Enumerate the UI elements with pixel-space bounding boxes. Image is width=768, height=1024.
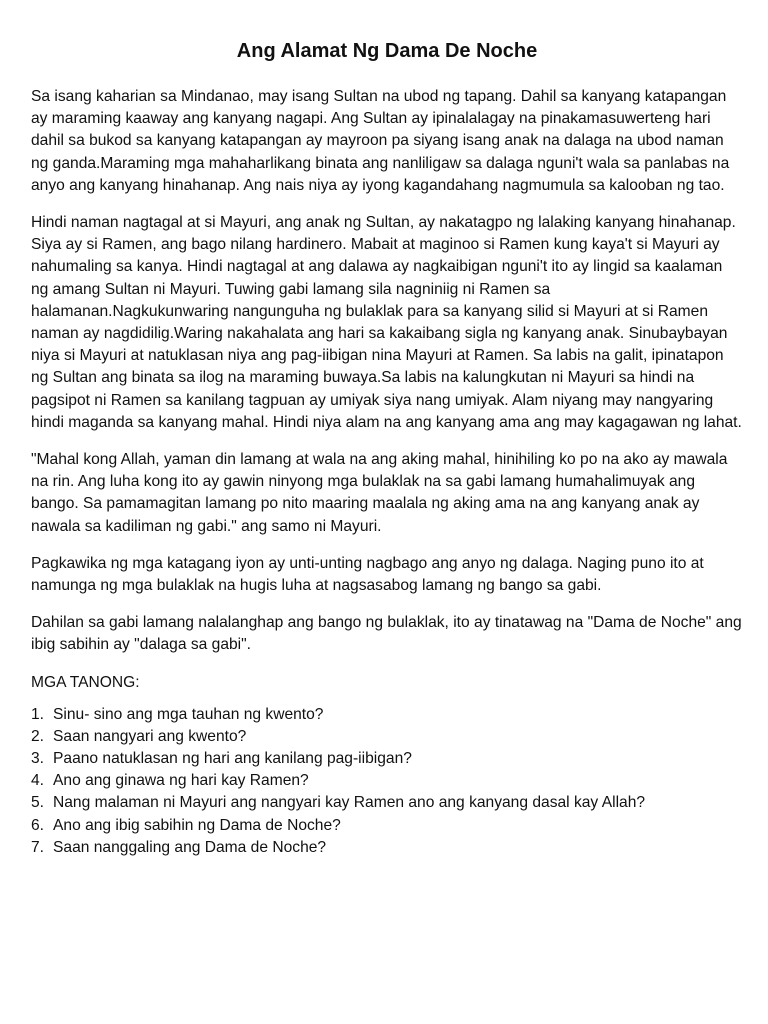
questions-list (31, 704, 743, 859)
question-item (31, 837, 743, 859)
question-item (31, 748, 743, 770)
paragraph-prayer: "Mahal kong Allah, yaman din lamang at wala na ang aking mahal, hinihiling ko po na ako ay mawala na rin. Ang luha kong ito ay gawin ninyong mga bulaklak na sa gabi lamang humahalimuyak ang bango. Sa pamamagitan lamang po nito maaring maalala ng aking ama na ang kanyang anak ay nawala sa kadiliman ng gabi." ang samo ni Mayuri. (31, 451, 728, 535)
question-number: 3. (31, 750, 45, 768)
question-number: 6. (31, 816, 45, 834)
paragraph-transformation: Pagkawika ng mga katagang iyon ay unti-unting nagbago ang anyo ng dalaga. Naging puno ito at namunga ng mga bulaklak na hugis luha at nagsasabog lamang ng bango sa gabi. (31, 554, 704, 595)
question-number: 5. (31, 794, 45, 812)
question-item (31, 815, 743, 837)
question-text: Nang malaman ni Mayuri ang nangyari kay Ramen ano ang kanyang dasal kay Allah? (53, 794, 646, 812)
document-page (31, 38, 743, 859)
question-text: Sinu- sino ang mga tauhan ng kwento? (53, 705, 324, 723)
question-text: Ano ang ibig sabihin ng Dama de Noche? (53, 816, 341, 834)
question-number: 1. (31, 705, 45, 723)
question-item (31, 792, 743, 814)
question-number: 7. (31, 838, 45, 856)
question-number: 2. (31, 727, 45, 745)
paragraph-intro: Sa isang kaharian sa Mindanao, may isang Sultan na ubod ng tapang. Dahil sa kanyang katapangan ay maraming kaaway ang kanyang nagapi. Ang Sultan ay ipinalalagay na pinakamasuwerteng hari dahil sa bukod sa kanyang katapangan ay mayroon pa siyang isang anak na dalaga na ubod naman ng ganda.Maraming mga mahaharlikang binata ang nanliligaw sa dalaga nguni't wala sa panlabas na anyo ang kanyang hinahanap. Ang nais niya ay iyong kagandahang nagmumula sa kalooban ng tao. (31, 88, 730, 194)
questions-heading: MGA TANONG: (31, 673, 140, 691)
paragraph-story: Hindi naman nagtagal at si Mayuri, ang anak ng Sultan, ay nakatagpo ng lalaking kanyang hinahanap. Siya ay si Ramen, ang bago nilang hardinero. Mabait at maginoo si Ramen kung kaya't si Mayuri ay nahumaling sa kanya. Hindi nagtagal at ang dalawa ay nagkaibigan nguni't ito ay lingid sa kaalaman ng amang Sultan ni Mayuri. Tuwing gabi lamang sila nagniniig ni Ramen sa halamanan.Nagkukunwaring nangunguha ng bulaklak para sa kanyang silid si Mayuri at si Ramen naman ay nagdidilig.Waring nakahalata ang hari sa kakaibang sigla ng kanyang anak. Sinubaybayan niya si Mayuri at natuklasan niya ang pag-iibigan nina Mayuri at Ramen. Sa labis na galit, ipinatapon ng Sultan ang binata sa ilog na maraming buwaya.Sa labis na kalungkutan ni Mayuri sa hindi na pagsipot ni Ramen sa kanilang tagpuan ay umiyak siya nang umiyak. Alam niyang may nangyaring hindi maganda sa kanyang mahal. Hindi niya alam na ang kanyang ama ang may kagagawan ng lahat. (31, 214, 742, 431)
question-number: 4. (31, 772, 45, 790)
question-text: Saan nangyari ang kwento? (53, 727, 247, 745)
question-text: Ano ang ginawa ng hari kay Ramen? (53, 772, 309, 790)
document-title: Ang Alamat Ng Dama De Noche (236, 40, 538, 62)
paragraph-meaning: Dahilan sa gabi lamang nalalanghap ang bango ng bulaklak, ito ay tinatawag na "Dama de Noche" ang ibig sabihin ay "dalaga sa gabi". (31, 614, 742, 654)
question-item (31, 704, 743, 726)
question-item (31, 770, 743, 792)
question-item (31, 726, 743, 748)
question-text: Paano natuklasan ng hari ang kanilang pag-iibigan? (53, 750, 412, 768)
question-text: Saan nanggaling ang Dama de Noche? (53, 838, 327, 856)
